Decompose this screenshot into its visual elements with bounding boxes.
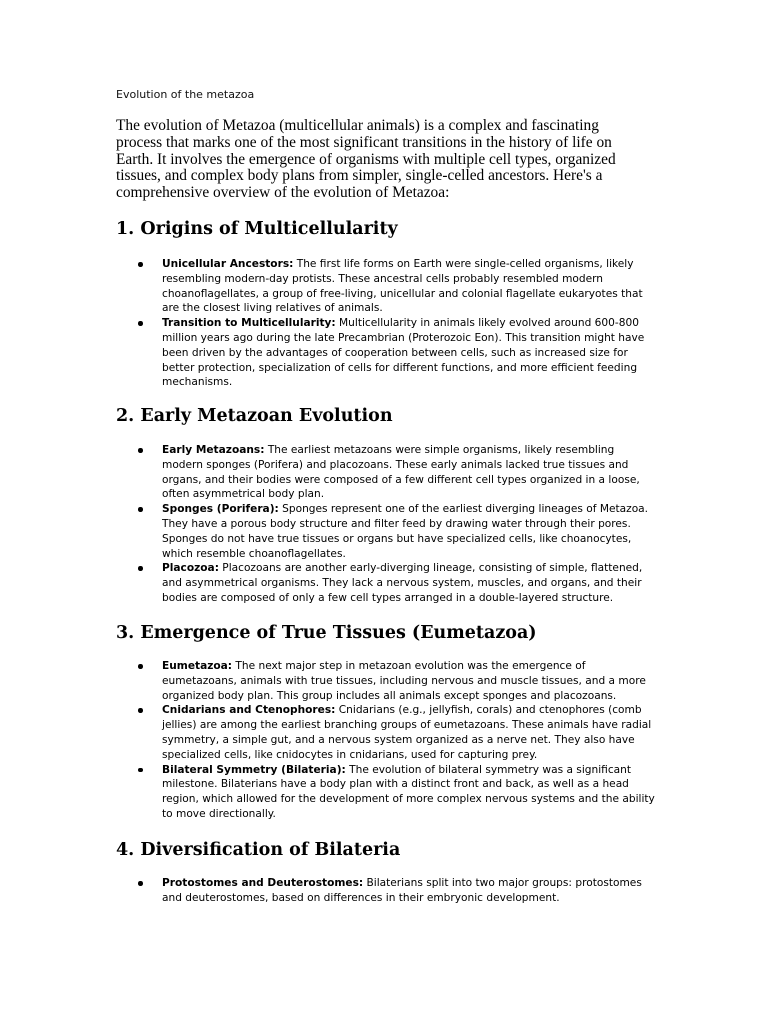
bullet-term: Cnidarians and Ctenophores: [162,704,336,717]
bullet-term: Transition to Multicellularity: [162,317,336,330]
section-heading-eumetazoa: 3. Emergence of True Tissues (Eumetazoa) [116,623,537,643]
section-heading-bilateria: 4. Diversification of Bilateria [116,840,401,860]
bullet-icon [138,448,143,453]
bullet-term: Early Metazoans: [162,444,265,456]
bullet-term: Bilateral Symmetry (Bilateria): [162,763,346,776]
list-item [162,561,656,605]
bullet-icon [138,321,143,326]
section-heading-early-metazoan: 2. Early Metazoan Evolution [116,406,393,426]
bullet-text: Multicellularity in animals likely evolved around 600-800 million years ago during the late Precambrian (Proterozoic Eon). This transition might have been driven by the advantages of cooperation between cells, such as increased size for better protection, specialization of cells for different functions, and more efficient feeding mechanisms. [162,317,645,389]
list-item [162,763,656,822]
bullet-list-early-metazoan [162,443,656,606]
bullet-term: Unicellular Ancestors: [162,258,294,270]
bullet-term: Sponges (Porifera): [162,503,279,516]
list-item [162,703,656,762]
bullet-term: Placozoa: [162,562,219,575]
bullet-text: The first life forms on Earth were single-celled organisms, likely resembling modern-day protists. These ancestral cells probably resembled modern choanoflagellates, a group of free-living, unicellular and colonial flagellate eukaryotes that are the closest living relatives of animals. [162,258,643,315]
bullet-list-bilateria [162,876,656,906]
bullet-text: Placozoans are another early-diverging lineage, consisting of simple, flattened, and asymmetrical organisms. They lack a nervous system, muscles, and organs, and their bodies are composed of only a few cell types arranged in a double-layered structure. [162,562,643,604]
bullet-icon [138,262,143,267]
bullet-text: Bilaterians split into two major groups: protostomes and deuterostomes, based on differences in their embryonic development. [162,877,642,904]
bullet-list-eumetazoa [162,659,656,822]
bullet-text: Sponges represent one of the earliest diverging lineages of Metazoa. They have a porous body structure and filter feed by drawing water through their pores. Sponges do not have true tissues or organs but have specialized cells, like choanocytes, which resemble choanoflagellates. [162,503,649,560]
bullet-icon [138,566,143,571]
list-item [162,316,656,390]
bullet-icon [138,664,143,669]
bullet-text: Cnidarians (e.g., jellyfish, corals) and ctenophores (comb jellies) are among the earliest branching groups of eumetazoans. These animals have radial symmetry, a simple gut, and a nervous system organized as a nerve net. They also have specialized cells, like cnidocytes in cnidarians, used for capturing prey. [162,704,652,761]
bullet-icon [138,708,143,713]
bullet-term: Eumetazoa: [162,660,233,672]
bullet-text: The evolution of bilateral symmetry was a significant milestone. Bilaterians have a body plan with a distinct front and back, as well as a head region, which allowed for the development of more complex nervous systems and the ability to move directionally. [162,763,655,820]
list-item [162,257,656,316]
intro-paragraph: The evolution of Metazoa (multicellular animals) is a complex and fascinating process that marks one of the most significant transitions in the history of life on Earth. It involves the emergence of organisms with multiple cell types, organized tissues, and complex body plans from simpler, single-celled ancestors. Here's a comprehensive overview of the evolution of Metazoa: [116,117,616,202]
bullet-icon [138,881,143,886]
bullet-text: The next major step in metazoan evolution was the emergence of eumetazoans, animals with true tissues, including nervous and muscle tissues, and a more organized body plan. This group includes all animals except sponges and placozoans. [162,660,646,702]
list-item [162,876,656,906]
bullet-text: The earliest metazoans were simple organisms, likely resembling modern sponges (Porifera) and placozoans. These early animals lacked true tissues and organs, and their bodies were composed of a few different cell types organized in a loose, often asymmetrical body plan. [162,444,640,501]
bullet-term: Protostomes and Deuterostomes: [162,877,364,889]
document-title: Evolution of the metazoa [116,88,255,101]
list-item [162,443,656,502]
bullet-icon [138,507,143,512]
list-item [162,659,656,703]
list-item [162,502,656,561]
bullet-icon [138,768,143,773]
section-heading-origins: 1. Origins of Multicellularity [116,219,398,239]
bullet-list-origins [162,257,656,390]
